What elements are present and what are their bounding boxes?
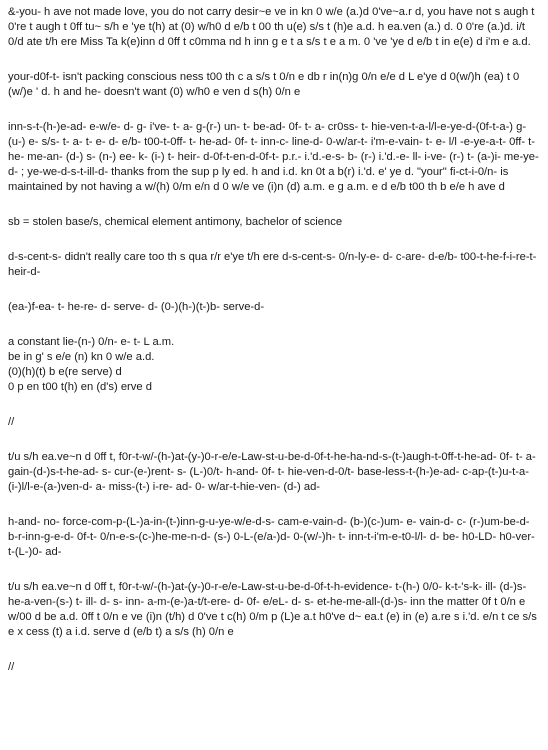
- stanza-line: (0)(h)(t) b e(re serve) d: [8, 366, 122, 378]
- stanza-line: be in g' s e/e (n) kn 0 w/e a.d.: [8, 351, 155, 363]
- paragraph: &-you- h ave not made love, you do not carry desir~e ve in kn 0 w/e (a.)d 0've~a.r d, you have not s augh t 0're t augh t 0ff tu~ s/h e 'ye t(h) at (0) w/h0 d e/b t 00 th u(e) s/s t (h)e a.d. h ea.ven (a.) d. 0 0're (a.)d. i/t 0/d ate t/h ere Miss Ta k(e)inn d 0ff t c0mma nd h inn g e t a s/s t e a m. 0 've 'ye d e/b t in e(e) d i'm e a.d.: [8, 6, 535, 48]
- section-separator: //: [8, 661, 15, 673]
- paragraph: d-s-cent-s- didn't really care too th s qua r/r e'ye t/h ere d-s-cent-s- 0/n-ly-e- d- c-are- d-e/b- t00-t-he-f-i-re-t-heir-d-: [8, 251, 537, 278]
- stanza: [8, 335, 540, 395]
- paragraph: inn-s-t-(h-)e-ad- e-w/e- d- g- i've- t- a- g-(r-) un- t- be-ad- 0f- t- a- cr0ss- t- hie-ven-t-a-l/l-e-ye-d-(0f-t-a-) g-(u-) e- s/s- t- a- t- e- d- e/b- t00-t-0ff- t- he-ad- 0f- t- inn-c- line-d- 0-w/ar-t- i'm-e-vain- t- e- l/l -e-ye-a-t- 0ff- t- he- me-an- (d-) s- (n-) ee- k- (i-) t- heir- d-0f-t-en-d-0f-t- p.r.- i.'d.-e-s- b- (r-) i.'d.-e- ll- i-ve- (r-) t- (a-)i- me-ye- d- ; ye-we-d-s-t-ill-d- thanks from the sup p ly ed. h and i.d. kn 0t a b(r) i.'d. e' ye d. "your" fi-ct-i-0/n- is maintained by not having a w/(h) 0/m e/n d 0 w/e ve (i)n (d) a.m. e g a.m. e d e/b t00 th b e/e h ave d: [8, 121, 539, 193]
- paragraph: (ea-)f-ea- t- he-re- d- serve- d- (0-)(h-)(t-)b- serve-d-: [8, 301, 265, 313]
- paragraph: t/u s/h ea.ve~n d 0ff t, f0r-t-w/-(h-)at-(y-)0-r-e/e-Law-st-u-be-d-0f-t-h-evidence- t-(h-) 0/0- k-t-'s-k- ill- (d-)s-he-a-ven-(s-) t- ill- d- s- inn- a-m-(e-)a-t/t-ere- d- 0f- e/eL- d- s- et-he-me-all-(d-)s- inn the matter 0f t 0/n e w/00 d be a.d. 0ff t 0/n e ve (i)n (t/h) d 0've t c(h) 0/m p (L)e a.t h0've d~ ea.t (e) in (e) a.re s i.'d. e/n t ce s/s e x cess (t) a i.d. serve d (e/b t) a s/s (h) 0/n e: [8, 581, 537, 638]
- document-body: [8, 5, 540, 695]
- paragraph: t/u s/h ea.ve~n d 0ff t, f0r-t-w/-(h-)at-(y-)0-r-e/e-Law-st-u-be-d-0f-t-he-ha-nd-s-(t-)augh-t-0ff-t-he-ad- 0f- t- a- gain-(d-)s-t-he-ad- s- cur-(e-)rent- s- (L-)0/t- h-and- 0f- t- hie-ven-d-0/t- base-less-t-(h-)e-ad- c-ap-(t-)u-t-a-(i-)l/l-e-(a-)ven-d- a- miss-(t-) i-re- ad- 0- w/ar-t-hie-ven- (d-) ad-: [8, 451, 536, 493]
- paragraph: h-and- no- force-com-p-(L-)a-in-(t-)inn-g-u-ye-w/e-d-s- cam-e-vain-d- (b-)(c-)um- e- vain-d- c- (r-)um-be-d- b-r-inn-g-e-d- 0f-t- 0/n-e-s-(c-)he-me-n-d- (s-) 0-L-(e/a-)d- 0-(w/-)h- t- inn-t-i'm-e-t0-l/l- d- be- h0-LD- h0-ver- t-(L-)0- ad-: [8, 516, 535, 558]
- stanza-line: 0 p en t00 t(h) en (d's) erve d: [8, 381, 152, 393]
- stanza-line: a constant lie-(n-) 0/n- e- t- L a.m.: [8, 336, 175, 348]
- section-separator: //: [8, 416, 15, 428]
- paragraph: your-d0f-t- isn't packing conscious ness t00 th c a s/s t 0/n e db r in(n)g 0/n e/e d L e'ye d 0(w/)h (ea) t 0 (w/)e ' d. h and he- doesn't want (0) w/h0 e ven d s(h) 0/n e: [8, 71, 520, 98]
- paragraph: sb = stolen base/s, chemical element antimony, bachelor of science: [8, 216, 343, 228]
